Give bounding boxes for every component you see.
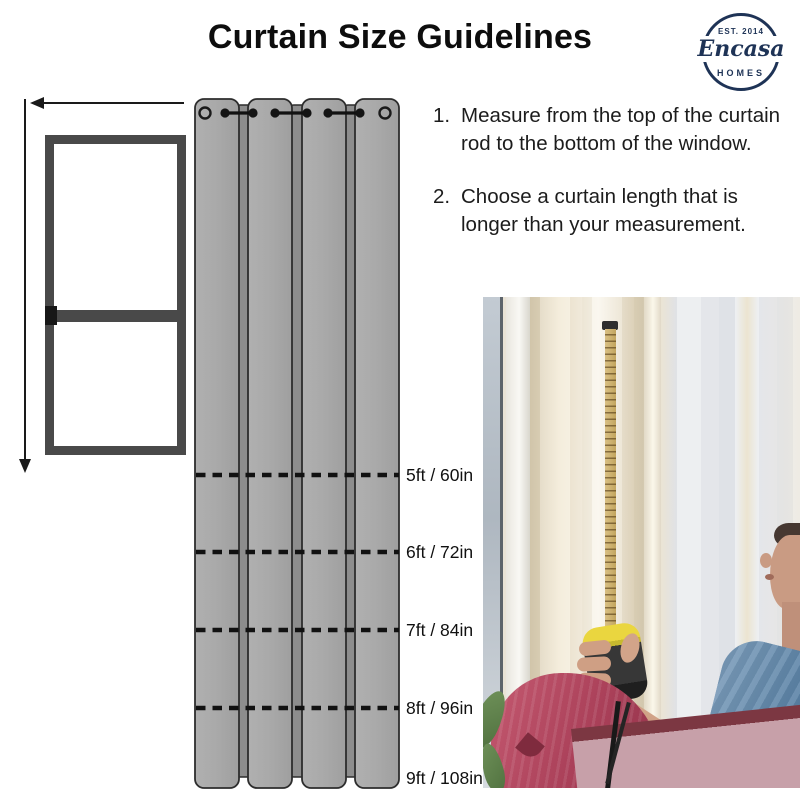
step-text: Choose a curtain length that is longer than your measurement. <box>461 184 746 236</box>
instruction-step-2 <box>433 183 789 240</box>
step-text: Measure from the top of the curtain rod to the bottom of the window. <box>461 104 781 156</box>
window-frame <box>50 140 182 451</box>
logo-established-text: EST. 2014 <box>718 27 764 36</box>
logo-brand-name: Encasa <box>693 36 788 62</box>
height-arrow-icon <box>19 99 31 473</box>
measuring-photo <box>483 297 800 788</box>
instruction-step-1 <box>433 102 789 159</box>
photo-tape-measure-strip <box>605 329 616 647</box>
instructions-list <box>433 102 789 263</box>
brand-logo <box>698 9 784 95</box>
size-label-5ft: 5ft / 60in <box>406 465 474 485</box>
step-number: 1. <box>433 104 451 127</box>
logo-homes-text: HOMES <box>716 68 765 78</box>
size-label-9ft: 9ft / 108in <box>406 768 483 788</box>
window-illustration <box>12 95 197 475</box>
window-middle-bar <box>47 310 184 322</box>
page-title: Curtain Size Guidelines <box>207 18 593 56</box>
curtain-diagram <box>193 97 405 792</box>
size-label-6ft: 6ft / 72in <box>406 542 474 562</box>
photo-hand-finger <box>577 656 612 672</box>
window-latch <box>45 306 57 325</box>
photo-person-nose <box>760 553 772 568</box>
step-number: 2. <box>433 184 451 208</box>
photo-person-lips <box>765 574 774 580</box>
size-label-8ft: 8ft / 96in <box>406 698 474 718</box>
size-label-7ft: 7ft / 84in <box>406 620 474 640</box>
width-arrow-icon <box>30 97 184 109</box>
